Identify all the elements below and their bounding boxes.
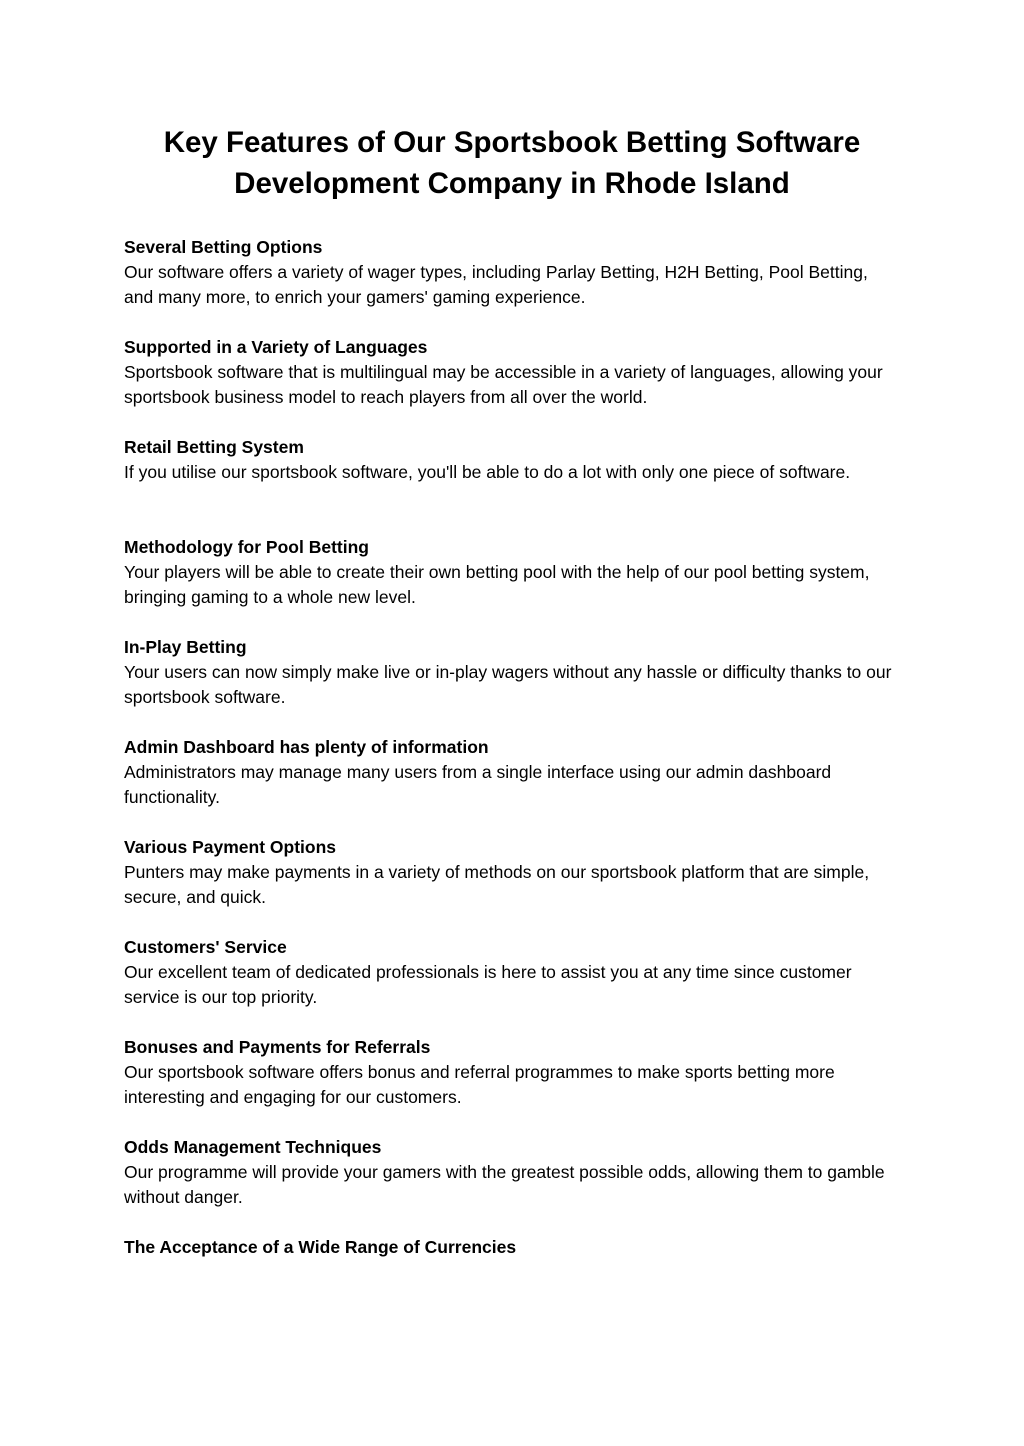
section-body: Your users can now simply make live or in-play wagers without any hassle or difficulty thanks to our sportsbook software. (124, 662, 892, 707)
section-heading: Several Betting Options (124, 237, 323, 257)
section-body: Our programme will provide your gamers with the greatest possible odds, allowing them to gamble without danger. (124, 1162, 885, 1207)
feature-section (124, 1135, 900, 1210)
section-body: If you utilise our sportsbook software, you'll be able to do a lot with only one piece of software. (124, 462, 851, 482)
section-heading: Customers' Service (124, 937, 287, 957)
title-line-2: Development Company in Rhode Island (234, 167, 790, 200)
feature-section (124, 1235, 900, 1260)
section-heading: Admin Dashboard has plenty of information (124, 737, 489, 757)
feature-section (124, 835, 900, 910)
feature-section (124, 735, 900, 810)
section-heading: Retail Betting System (124, 437, 304, 457)
section-heading: Bonuses and Payments for Referrals (124, 1037, 431, 1057)
feature-list (124, 235, 900, 1260)
section-heading: In-Play Betting (124, 637, 247, 657)
section-body: Sportsbook software that is multilingual may be accessible in a variety of languages, allowing your sportsbook business model to reach players from all over the world. (124, 362, 883, 407)
feature-section (124, 1035, 900, 1110)
section-body: Punters may make payments in a variety of methods on our sportsbook platform that are simple, secure, and quick. (124, 862, 870, 907)
section-heading: Various Payment Options (124, 837, 336, 857)
section-body: Our sportsbook software offers bonus and referral programmes to make sports betting more interesting and engaging for our customers. (124, 1062, 835, 1107)
feature-section (124, 935, 900, 1010)
feature-section (124, 335, 900, 410)
section-heading: The Acceptance of a Wide Range of Currencies (124, 1237, 517, 1257)
section-heading: Supported in a Variety of Languages (124, 337, 428, 357)
section-body: Your players will be able to create their own betting pool with the help of our pool betting system, bringing gaming to a whole new level. (124, 562, 870, 607)
page-title (124, 122, 900, 204)
section-body: Administrators may manage many users from a single interface using our admin dashboard functionality. (124, 762, 832, 807)
section-heading: Odds Management Techniques (124, 1137, 382, 1157)
feature-section (124, 235, 900, 310)
section-body: Our software offers a variety of wager types, including Parlay Betting, H2H Betting, Pool Betting, and many more, to enrich your gamers' gaming experience. (124, 262, 868, 307)
feature-section (124, 535, 900, 610)
section-heading: Methodology for Pool Betting (124, 537, 369, 557)
title-line-1: Key Features of Our Sportsbook Betting Software (163, 126, 861, 159)
feature-section (124, 635, 900, 710)
feature-section (124, 435, 900, 485)
section-body: Our excellent team of dedicated professionals is here to assist you at any time since customer service is our top priority. (124, 962, 852, 1007)
